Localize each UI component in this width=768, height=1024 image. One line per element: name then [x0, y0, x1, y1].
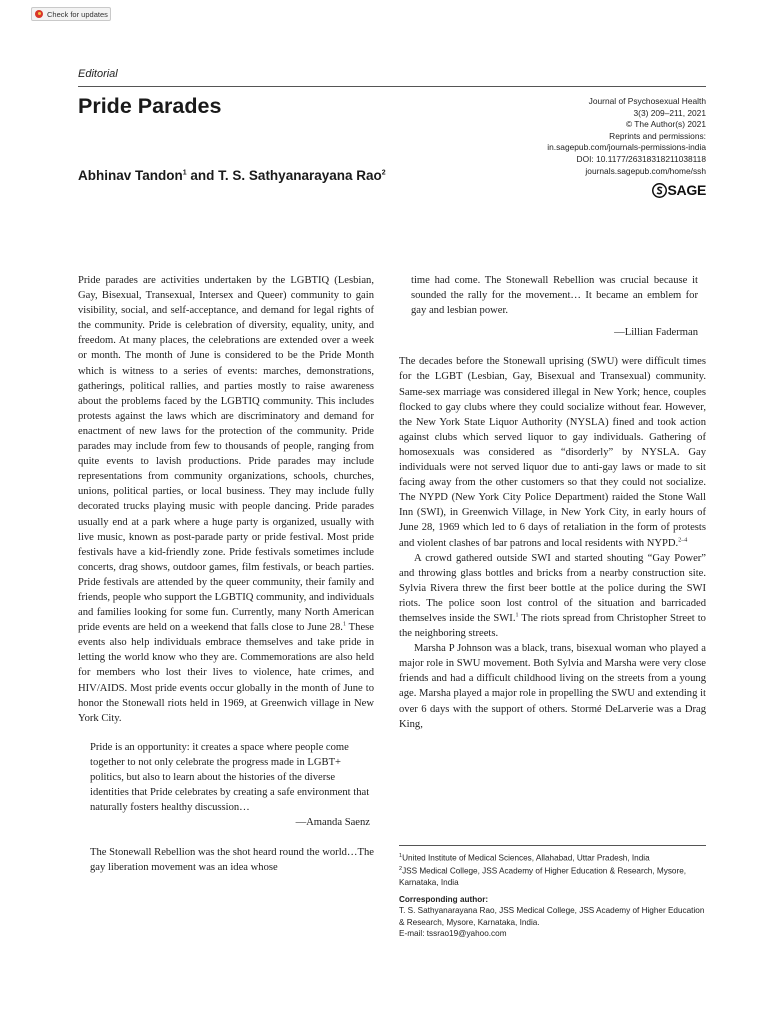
author-2-affil: 2 [381, 169, 386, 177]
footnote-rule [399, 845, 706, 846]
author-1-name: Abhinav Tandon [78, 168, 183, 183]
paragraph-crowd-text: A crowd gathered outside SWI and started shouting “Gay Power” and throwing glass bottles and bricks from a nearby construction site. Sylvia Rivera threw the first beer bottle at the police during the SWI riots. The police soon lost control of the situation and barricaded themselves inside the SWI. [399, 552, 706, 624]
quote-attribution: —Amanda Saenz [295, 817, 370, 829]
crossmark-icon [35, 10, 43, 18]
paragraph-intro [78, 273, 374, 726]
check-for-updates-label: Check for updates [47, 9, 108, 19]
affiliation-1-text: United Institute of Medical Sciences, Allahabad, Uttar Pradesh, India [402, 853, 650, 863]
author-conjunction: and [186, 168, 219, 183]
journal-home-link[interactable]: journals.sagepub.com/home/ssh [585, 165, 706, 176]
paragraph-stonewall-text: The decades before the Stonewall uprising (SWU) were difficult times for the LGBT (Lesbian, Gay, Bisexual and Transexual) community. Same-sex marriage was considered illegal in New York; hence, couples flocked to gay clubs where they could socialize without fear. However, the New York State Liquor Authority (NYSLA) fined and took action against clubs which served liquor to gay individuals. Gathering of homosexuals was considered as “disorderly” by NYSLA. Gay individuals were not served liquor due to anti-gay laws or made to sit facing away from the other customers so that they could not socialize. The NYPD (New York City Police Department) raided the Stone Wall Inn (SWI), in Greenwich Village, in New York City, in early hours of June 28, 1969 which led to 6 days of retaliation in the form of protests and violent clashes of bar patrons and local residents with NYPD. [399, 356, 706, 549]
citation-ref[interactable]: 2–4 [678, 536, 688, 543]
quote-text: time had come. The Stonewall Rebellion was crucial because it sounded the rally for the movement… It became an emblem for gay and lesbian power. [411, 275, 698, 317]
journal-volume: 3(3) 209–211, 2021 [633, 107, 706, 118]
affiliation-1 [399, 851, 709, 864]
blockquote-faderman-start: The Stonewall Rebellion was the shot heard round the world…The gay liberation movement was an idea whose [90, 847, 374, 874]
affiliation-2-sup: 2 [399, 866, 403, 873]
paragraph-intro-text: Pride parades are activities undertaken by the LGBTIQ (Lesbian, Gay, Bisexual, Transexual, Intersex and Queer) community to gain visibility, social, and self-acceptance, and demand for legal rights of the community. Pride is celebration of diversity, equality, unity, and freedom. At many places, the celebrations are extended over a week or month. The month of June is considered to be the Pride Month which is witness to a series of events: marches, demonstrations, gatherings, political rallies, and parties mostly to raise awareness about the problems faced by the LGBTIQ community. This includes protests against the laws which are discriminatory and demand for enactment of new laws for the protection of the community. Pride parades may include from few to thousands of people, ranging from quite events to lavish productions. Pride parades may include representations from community organizations, schools, churches, unions, political parties, or local business. They may include fully decorated trucks playing music with people dancing. Pride parades usually end at a park where a huge party is organized, usually with live music, known as post-parade party or pride festival. Most pride festivals have a kid-friendly zone. Pride festivals sometimes include concerts, drag shows, outdoor games, film festivals, or beach parties. Pride festivals are attended by the queer community, their family and friends, people who support the LGBTIQ community, and individuals and families looking for some fun. Currently, many North American pride events are held on a weekend that falls close to June 28. [78, 275, 374, 634]
citation-ref[interactable]: 1 [342, 621, 346, 628]
blockquote-saenz [78, 740, 374, 831]
affiliation-2 [399, 864, 709, 889]
author-2-name: T. S. Sathyanarayana Rao [218, 168, 382, 183]
section-label: Editorial [78, 68, 118, 80]
paragraph-crowd [399, 551, 706, 642]
publisher-logo [652, 182, 706, 198]
corresponding-author-email[interactable]: E-mail: tssrao19@yahoo.com [399, 928, 507, 938]
header-rule [78, 86, 706, 87]
blockquote-faderman-end [399, 273, 706, 340]
corresponding-author-text: T. S. Sathyanarayana Rao, JSS Medical College, JSS Academy of Higher Education & Research, Mysore, Karnataka, India. [399, 906, 705, 927]
permissions-label: Reprints and permissions: [609, 130, 706, 141]
footnotes [399, 851, 709, 939]
author-1-affil: 1 [182, 169, 187, 177]
quote-text: Pride is an opportunity: it creates a space where people come together to not only celebrate the progress made in LGBT+ politics, but also to learn about the histories of the diverse identities that Pride celebrates by creating a safe environment that naturally fosters healthy discussion… [90, 741, 370, 814]
corresponding-author-heading: Corresponding author: [399, 894, 489, 904]
left-column [78, 273, 374, 876]
sage-logo-icon [652, 183, 667, 198]
author-line [78, 168, 386, 183]
citation-ref[interactable]: 1 [515, 612, 519, 619]
copyright-line: © The Author(s) 2021 [625, 119, 706, 130]
journal-name: Journal of Psychosexual Health [588, 96, 706, 106]
publisher-name: SAGE [667, 182, 706, 198]
paragraph-marsha: Marsha P Johnson was a black, trans, bisexual woman who played a major role in SWU movement. Both Sylvia and Marsha were very close friends and had a difficult childhood living on the streets from a young age. Marsha played a major role in propelling the SWU and extending it over 6 days with the support of others. Stormé DeLarverie was a Drag King, [399, 643, 706, 730]
journal-meta [547, 96, 706, 177]
paragraph-stonewall [399, 354, 706, 550]
check-for-updates-button[interactable] [31, 7, 111, 21]
doi-link[interactable]: DOI: 10.1177/26318318211038118 [576, 153, 706, 164]
permissions-link[interactable]: in.sagepub.com/journals-permissions-india [547, 142, 706, 153]
paragraph-crowd-cont: The riots spread from Christopher Street to the neighboring streets. [399, 612, 706, 640]
right-column [399, 273, 706, 732]
affiliation-2-text: JSS Medical College, JSS Academy of Higher Education & Research, Mysore, Karnataka, India [399, 866, 687, 888]
article-title: Pride Parades [78, 94, 222, 118]
paragraph-intro-cont: These events also help individuals embrace themselves and take pride in letting the world know who they are. Commemorations are also held for members who lost their lives to violence, hate crimes, and HIV/AIDS. Most pride events occur globally in the month of June to honor the Stonewall riots held in 1969, at Greenwich village in New York City. [78, 622, 374, 724]
quote-attribution: —Lillian Faderman [614, 327, 698, 339]
affiliation-1-sup: 1 [399, 853, 403, 859]
